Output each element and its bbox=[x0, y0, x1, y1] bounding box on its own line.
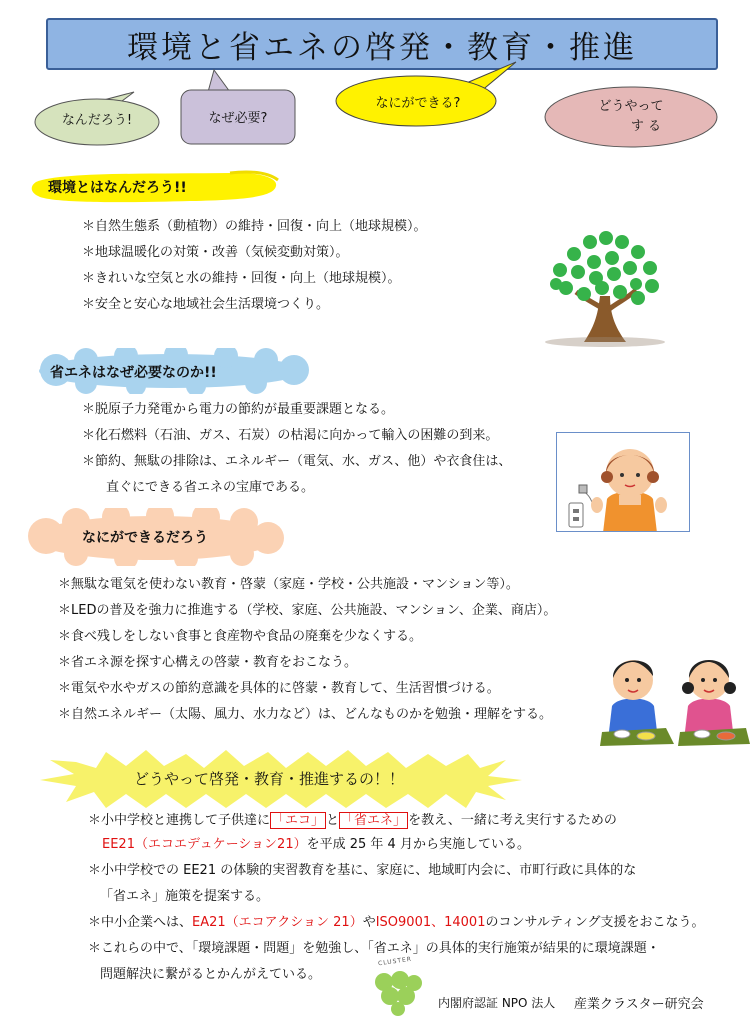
cluster-logo-text: CLUSTER bbox=[377, 955, 413, 968]
section4-heading: どうやって啓発・教育・推進するの！！ bbox=[134, 770, 405, 788]
bubble-what-text: なんだろう! bbox=[61, 112, 133, 128]
section2-item: ＊脱原子力発電から電力の節約が最重要課題となる。 bbox=[82, 402, 395, 417]
footer-org-type: 内閣府認証 NPO 法人 bbox=[438, 996, 556, 1010]
section4-p1-line2 bbox=[102, 836, 530, 854]
tree-illustration bbox=[540, 228, 670, 350]
bubble-can-text: なにができる? bbox=[375, 95, 461, 111]
ee21-highlight: EE21（エコエデュケーション21） bbox=[102, 837, 307, 852]
bubble-how-text-2: す る bbox=[630, 119, 662, 134]
section1-item: ＊きれいな空気と水の維持・回復・向上（地球規模）。 bbox=[82, 271, 401, 286]
girl-illustration-art bbox=[557, 433, 690, 532]
girl-illustration bbox=[556, 432, 690, 532]
bubble-can bbox=[334, 74, 502, 128]
iso-highlight: ISO9001、14001 bbox=[375, 915, 486, 930]
section3-item: ＊LEDの普及を強力に推進する（学校、家庭、公共施設、マンション、企業、商店）。 bbox=[58, 603, 557, 618]
section4-p1-line1 bbox=[88, 812, 617, 830]
page-title: 環境と省エネの啓発・教育・推進 bbox=[46, 18, 718, 70]
section3-heading: なにができるだろう bbox=[82, 530, 208, 546]
eco-highlight: 「エコ」 bbox=[272, 813, 325, 828]
section4-p2-line2: 「省エネ」施策を提案する。 bbox=[100, 889, 270, 904]
section3-item: ＊省エネ源を探す心構えの啓蒙・教育をおこなう。 bbox=[58, 655, 358, 670]
section2-item: ＊化石燃料（石油、ガス、石炭）の枯渇に向かって輸入の困難の到来。 bbox=[82, 428, 499, 443]
kids-eating-illustration bbox=[600, 636, 750, 746]
bubble-why-text: なぜ必要? bbox=[208, 110, 268, 126]
section1-item: ＊自然生態系（動植物）の維持・回復・向上（地球規模）。 bbox=[82, 219, 427, 234]
section2-heading: 省エネはなぜ必要なのか!! bbox=[50, 365, 217, 381]
bubble-what bbox=[34, 90, 160, 146]
section1-heading: 環境とはなんだろう!! bbox=[48, 180, 187, 196]
bubble-why bbox=[180, 86, 296, 146]
section3-item: ＊自然エネルギー（太陽、風力、水力など）は、どんなものかを勉強・理解をする。 bbox=[58, 707, 553, 722]
bubble-how-text-1: どうやって bbox=[598, 99, 664, 114]
section1-item: ＊安全と安心な地域社会生活環境つくり。 bbox=[82, 297, 330, 312]
section4-p3-text-c: のコンサルティング支援をおこなう。 bbox=[485, 915, 705, 930]
section2-item: ＊節約、無駄の排除は、エネルギー（電気、水、ガス、他）や衣食住は、 bbox=[82, 454, 512, 469]
footer-org-name: 産業クラスター研究会 bbox=[574, 997, 704, 1012]
section4-p1-text-a: ＊小中学校と連携して子供達に bbox=[88, 813, 271, 828]
section4-p3-text-b: や bbox=[362, 915, 376, 930]
section3-item: ＊食べ残しをしない食事と食産物や食品の廃棄を少なくする。 bbox=[58, 629, 423, 644]
bubble-how bbox=[544, 86, 718, 148]
shoene-highlight: 「省エネ」 bbox=[341, 813, 407, 828]
section4-p3-line1 bbox=[88, 914, 705, 932]
cluster-logo bbox=[370, 956, 424, 1016]
section1-item: ＊地球温暖化の対策・改善（気候変動対策）。 bbox=[82, 245, 349, 260]
section4-p1-text-c: を平成 25 年 4 月から実施している。 bbox=[306, 837, 530, 852]
ea21-highlight: EA21（エコアクション 21） bbox=[192, 915, 363, 930]
section4-p4-line2: 問題解決に繋がるとかんがえている。 bbox=[100, 967, 322, 982]
section3-item: ＊電気や水やガスの節約意識を具体的に啓蒙・教育して、生活習慣づける。 bbox=[58, 681, 500, 696]
section4-p2-line1: ＊小中学校での EE21 の体験的実習教育を基に、家庭に、地域町内会に、市町行政に具体的な bbox=[88, 863, 637, 878]
section4-p1-and: と bbox=[326, 813, 340, 828]
section4-p1-text-b: を教え、一緒に考え実行するための bbox=[408, 813, 617, 828]
section4-p4-line1: ＊これらの中で、「環境課題・問題」を勉強し、「省エネ」の具体的実行施策が結果的に環境課題・ bbox=[88, 941, 660, 956]
section4-p3-text-a: ＊中小企業へは、 bbox=[88, 915, 193, 930]
section2-item: 直ぐにできる省エネの宝庫である。 bbox=[106, 480, 315, 495]
section3-item: ＊無駄な電気を使わない教育・啓蒙（家庭・学校・公共施設・マンション等）。 bbox=[58, 577, 519, 592]
